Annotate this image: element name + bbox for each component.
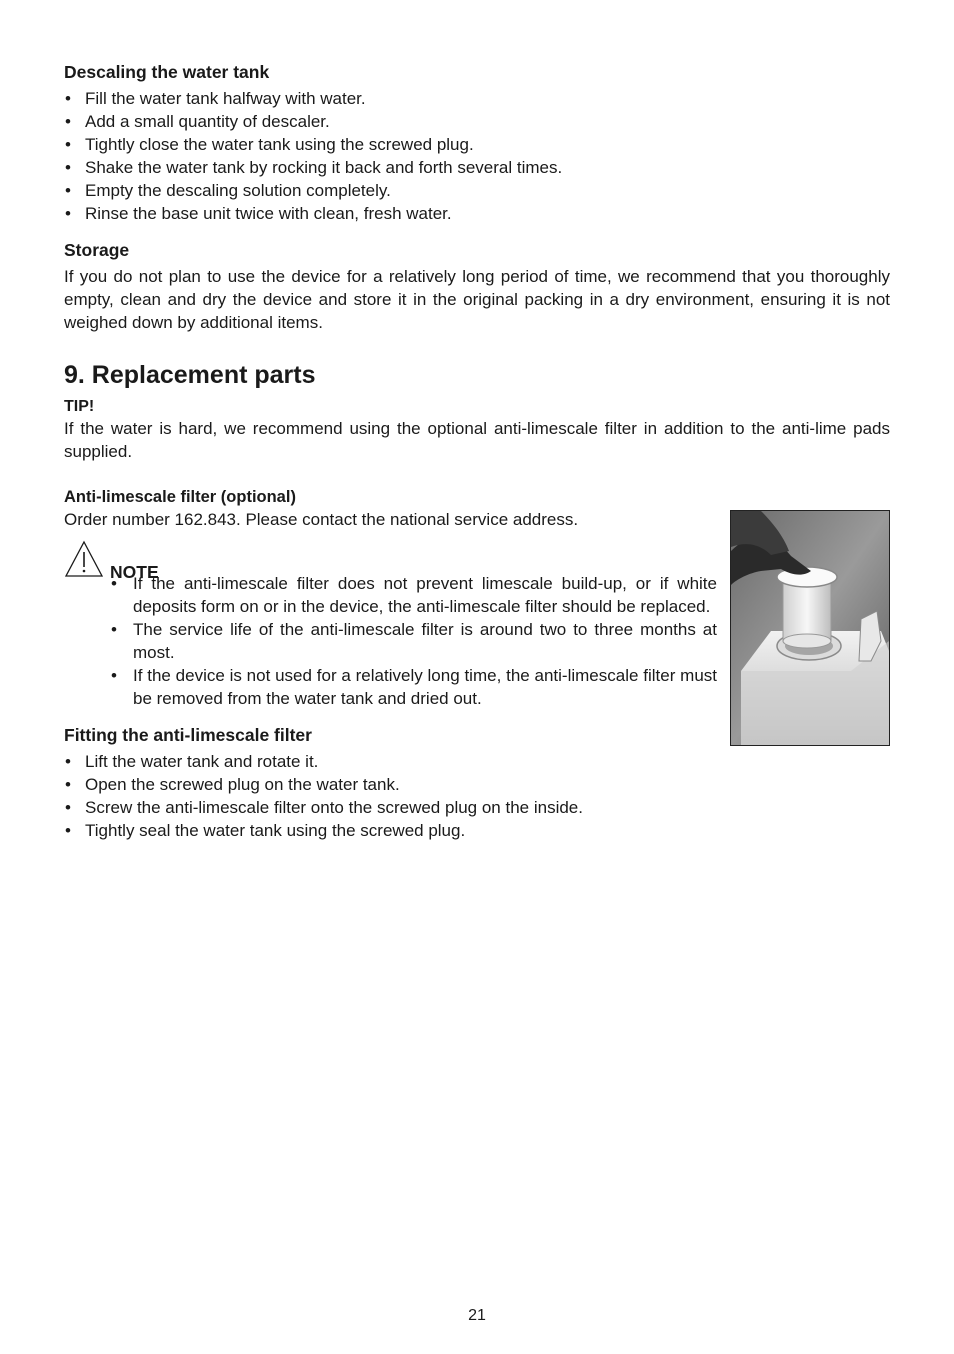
list-item: • Rinse the base unit twice with clean, fresh water. (64, 202, 562, 225)
descaling-list (64, 87, 562, 225)
storage-text: If you do not plan to use the device for a relatively long period of time, we recommend that you thoroughly empty, clean and dry the device and store it in the original packing in a dry environment, ensuring it is not weighed down by additional items. (64, 267, 890, 332)
list-item: • Open the screwed plug on the water tank. (64, 773, 583, 796)
list-item: • Add a small quantity of descaler. (64, 110, 562, 133)
list-item: • If the anti-limescale filter does not prevent limescale build-up, or if white deposits form on or in the device, the anti-limescale filter should be replaced. (110, 572, 717, 618)
fitting-heading: Fitting the anti-limescale filter (64, 725, 312, 745)
tip-label: TIP! (64, 398, 95, 415)
list-item: • The service life of the anti-limescale filter is around two to three months at most. (110, 618, 717, 664)
note-list (110, 572, 717, 710)
list-item: • Tightly seal the water tank using the screwed plug. (64, 819, 583, 842)
list-item: • Screw the anti-limescale filter onto the screwed plug on the inside. (64, 796, 583, 819)
list-item: • Tightly close the water tank using the screwed plug. (64, 133, 562, 156)
warning-triangle-icon (64, 540, 104, 583)
filter-heading: Anti-limescale filter (optional) (64, 488, 296, 506)
list-item: • Shake the water tank by rocking it back and forth several times. (64, 156, 562, 179)
storage-heading: Storage (64, 240, 130, 260)
list-item: • Empty the descaling solution completely. (64, 179, 562, 202)
fitting-list (64, 750, 583, 842)
list-item: • If the device is not used for a relatively long time, the anti-limescale filter must be removed from the water tank and dried out. (110, 664, 717, 710)
page-number: 21 (468, 1307, 486, 1324)
descaling-heading: Descaling the water tank (64, 62, 270, 82)
filter-photo (730, 510, 890, 746)
tip-text: If the water is hard, we recommend using the optional anti-limescale filter in addition to the anti-lime pads supplied. (64, 419, 890, 461)
note-label: NOTE (110, 562, 159, 582)
order-text: Order number 162.843. Please contact the national service address. (64, 510, 579, 529)
list-item: • Lift the water tank and rotate it. (64, 750, 583, 773)
section-title: 9. Replacement parts (64, 361, 316, 389)
list-item: • Fill the water tank halfway with water. (64, 87, 562, 110)
